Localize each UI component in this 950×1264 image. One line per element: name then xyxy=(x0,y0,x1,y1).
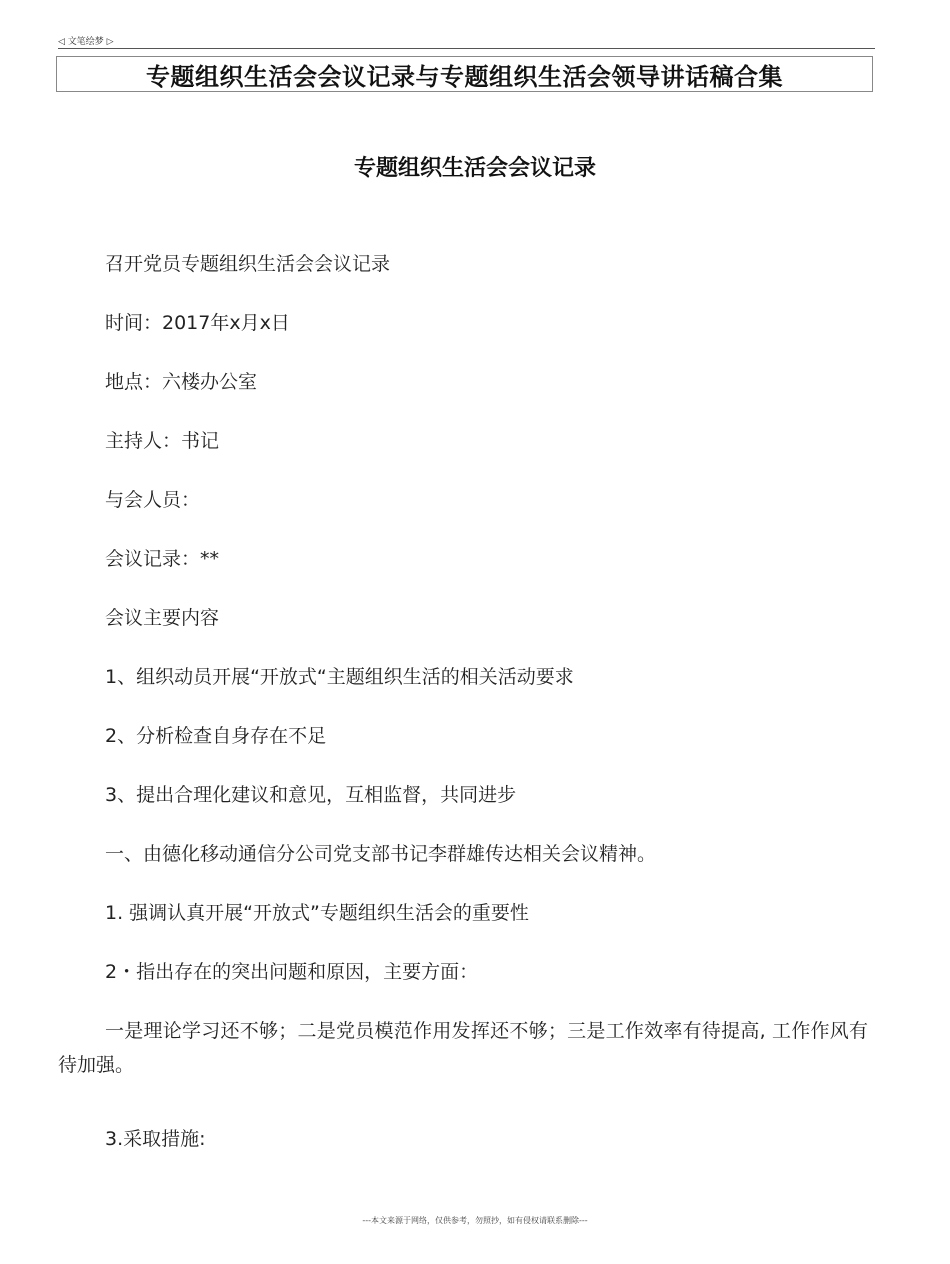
paragraph-recorder: 会议记录：** xyxy=(105,548,220,570)
title-box xyxy=(56,56,873,92)
paragraph-item-1: 1、组织动员开展“开放式“主题组织生活的相关活动要求 xyxy=(105,666,574,688)
paragraph-host: 主持人：书记 xyxy=(105,430,220,452)
footer-disclaimer: ---本文来源于网络，仅供参考，勿照抄，如有侵权请联系删除--- xyxy=(362,1216,588,1225)
paragraph-point-2: 2・指出存在的突出问题和原因，主要方面： xyxy=(105,961,479,983)
paragraph-point-1: 1. 强调认真开展“开放式”专题组织生活会的重要性 xyxy=(105,902,529,924)
paragraph-point-3: 3.采取措施: xyxy=(105,1128,206,1150)
section-heading: 专题组织生活会会议记录 xyxy=(353,156,596,181)
paragraph-issues: 一是理论学习还不够；二是党员模范作用发挥还不够；三是工作效率有待提高, 工作作风有待加强。 xyxy=(58,1020,868,1076)
paragraph-item-3: 3、提出合理化建议和意见，互相监督，共同进步 xyxy=(105,784,517,806)
paragraph-section-one: 一、由德化移动通信分公司党支部书记李群雄传达相关会议精神。 xyxy=(105,843,657,865)
paragraph-attendees: 与会人员： xyxy=(105,489,201,511)
paragraph-location: 地点：六楼办公室 xyxy=(105,371,258,393)
paragraph-time: 时间：2017年x月x日 xyxy=(105,312,290,334)
header-rule xyxy=(58,48,875,49)
paragraph-main-content: 会议主要内容 xyxy=(105,607,220,629)
header-mark: ◁ 文笔绘梦 ▷ xyxy=(58,37,114,47)
paragraph-item-2: 2、分析检查自身存在不足 xyxy=(105,725,327,747)
document-collection-title: 专题组织生活会会议记录与专题组织生活会领导讲话稿合集 xyxy=(146,62,783,91)
paragraph-intro: 召开党员专题组织生活会会议记录 xyxy=(105,253,391,275)
